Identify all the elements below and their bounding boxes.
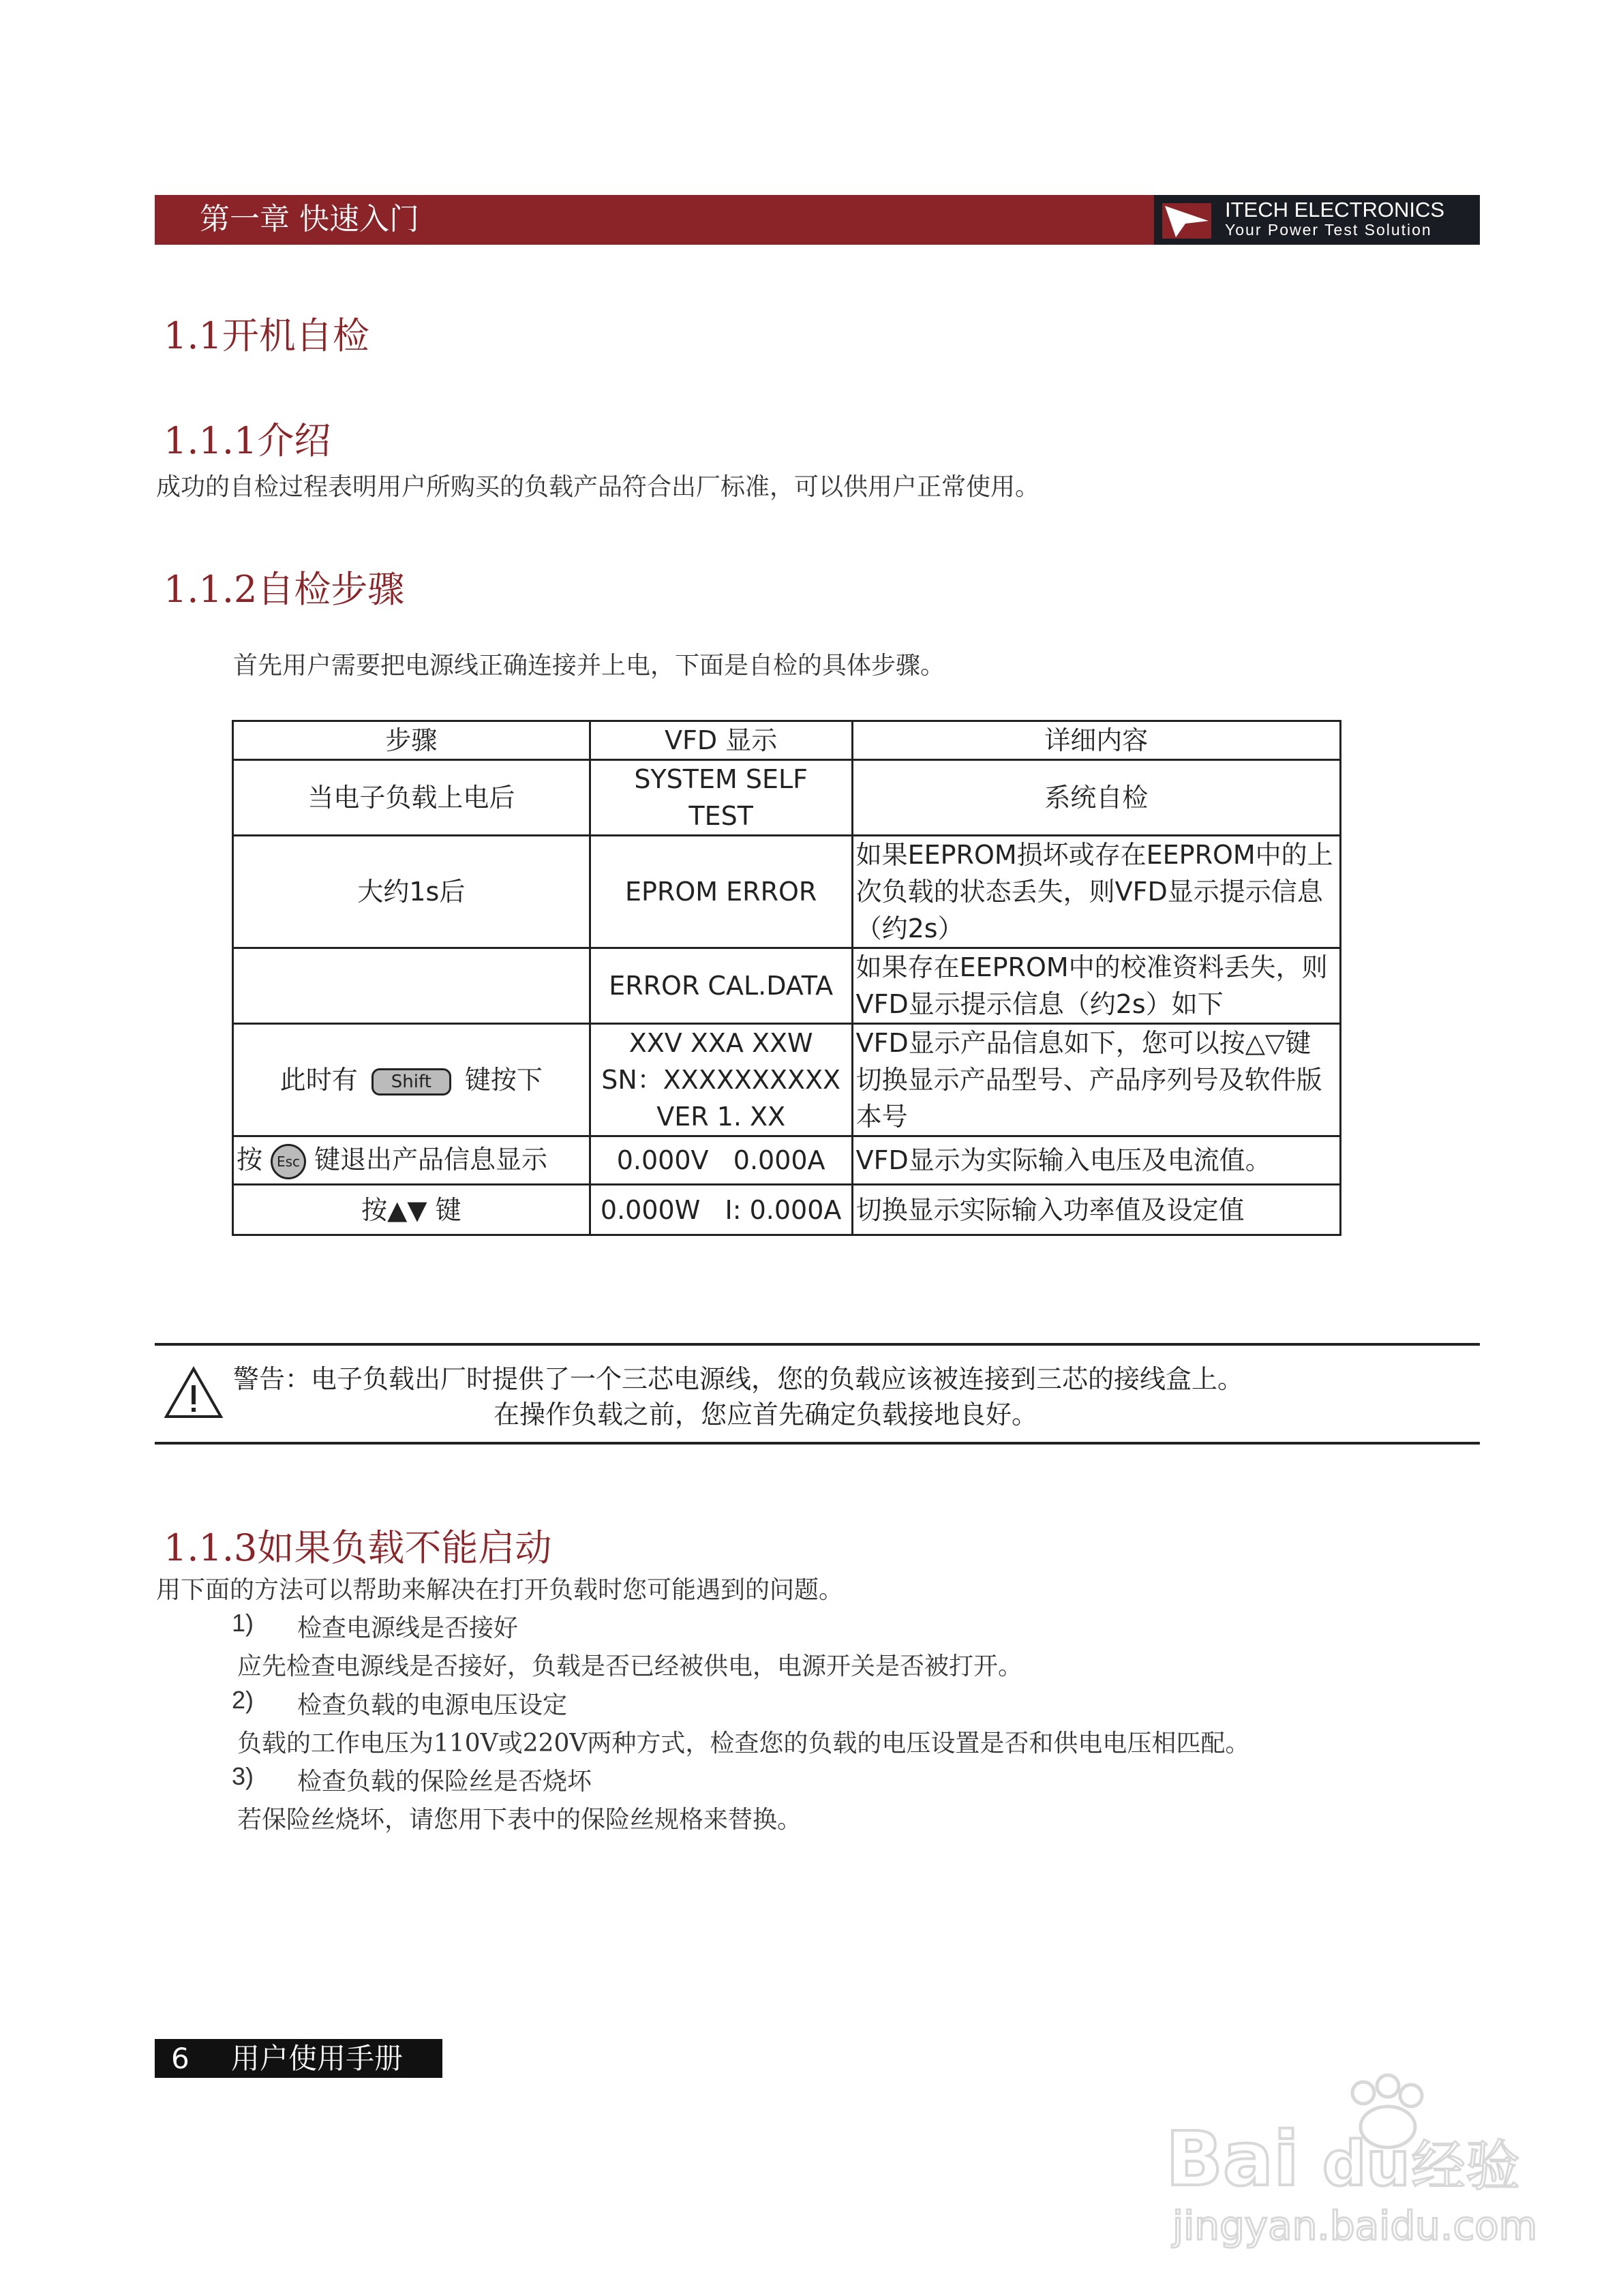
detail-cell: 如果EEPROM损坏或存在EEPROM中的上次负载的状态丢失，则VFD显示提示信息（约2s）	[852, 836, 1340, 948]
warning-line-2: 在操作负载之前，您应首先确定负载接地良好。	[494, 1400, 1038, 1430]
svg-text:Bai: Bai	[1166, 2115, 1299, 2203]
list-number: 1)	[232, 1609, 254, 1637]
header-step: 步骤	[233, 721, 590, 760]
logo-arrow-icon	[1162, 203, 1211, 239]
header-detail: 详细内容	[852, 721, 1340, 760]
vfd-cell	[590, 1024, 852, 1136]
vfd-cell: EPROM ERROR	[590, 836, 852, 948]
table-header-row	[233, 721, 1341, 760]
list-item-body: 负载的工作电压为110V或220V两种方式，检查您的负载的电压设置是否和供电电压相匹配。	[237, 1729, 1250, 1757]
step-cell	[233, 948, 590, 1024]
vfd-line: XXV XXA XXW	[628, 1028, 813, 1058]
heading-1-1: 1.1开机自检	[164, 314, 369, 357]
list-number: 3)	[232, 1762, 254, 1790]
table-row	[233, 948, 1341, 1024]
detail-cell: 切换显示实际输入功率值及设定值	[852, 1185, 1340, 1235]
heading-1-1-1: 1.1.1介绍	[164, 419, 331, 462]
page-number: 6	[171, 2042, 189, 2075]
vfd-cell: 0.000W I: 0.000A	[590, 1185, 852, 1235]
page-footer	[155, 2039, 442, 2078]
list-number: 2)	[232, 1686, 254, 1714]
svg-text:经验: 经验	[1411, 2134, 1520, 2198]
esc-key-icon: Esc	[271, 1144, 306, 1179]
chapter-title: 第一章 快速入门	[200, 202, 419, 237]
shift-key-icon: Shift	[371, 1068, 451, 1096]
detail-cell: 如果存在EEPROM中的校准资料丢失，则VFD显示提示信息（约2s）如下	[852, 948, 1340, 1024]
self-test-table	[232, 720, 1341, 1236]
step-text: 此时有	[279, 1065, 358, 1095]
intro-paragraph: 成功的自检过程表明用户所购买的负载产品符合出厂标准，可以供用户正常使用。	[156, 473, 1040, 501]
step-cell: 大约1s后	[233, 836, 590, 948]
svg-text:jingyan.baidu.com: jingyan.baidu.com	[1172, 2203, 1538, 2249]
list-item-body: 应先检查电源线是否接好，负载是否已经被供电，电源开关是否被打开。	[237, 1652, 1023, 1680]
table-row	[233, 1185, 1341, 1235]
table-row	[233, 1136, 1341, 1185]
step-cell	[233, 1024, 590, 1136]
list-item-title: 检查负载的保险丝是否烧坏	[297, 1768, 592, 1796]
warning-triangle-icon	[164, 1366, 224, 1419]
step-cell: 当电子负载上电后	[233, 760, 590, 836]
warning-text: 电子负载出厂时提供了一个三芯电源线，您的负载应该被连接到三芯的接线盒上。	[311, 1364, 1244, 1394]
vfd-cell	[590, 760, 852, 836]
troubleshoot-paragraph: 用下面的方法可以帮助来解决在打开负载时您可能遇到的问题。	[156, 1576, 844, 1604]
steps-paragraph: 首先用户需要把电源线正确连接并上电，下面是自检的具体步骤。	[233, 652, 945, 680]
warning-top-divider	[155, 1343, 1480, 1346]
vfd-line: TEST	[688, 801, 753, 831]
vfd-cell: ERROR CAL.DATA	[590, 948, 852, 1024]
step-text: 键按下	[464, 1065, 543, 1095]
baidu-watermark-icon	[1159, 2066, 1541, 2256]
warning-line-1	[233, 1358, 1243, 1395]
itech-logo	[1154, 195, 1480, 245]
list-item-body: 若保险丝烧坏，请您用下表中的保险丝规格来替换。	[237, 1806, 802, 1834]
table-row	[233, 1024, 1341, 1136]
manual-title: 用户使用手册	[231, 2042, 404, 2075]
table-row	[233, 760, 1341, 836]
logo-tagline: Your Power Test Solution	[1225, 221, 1432, 239]
list-item-title: 检查负载的电源电压设定	[297, 1691, 568, 1719]
header-vfd: VFD 显示	[590, 721, 852, 760]
heading-1-1-3: 1.1.3如果负载不能启动	[164, 1526, 552, 1569]
step-cell: 按▲▼ 键	[233, 1185, 590, 1235]
heading-1-1-2: 1.1.2自检步骤	[164, 568, 405, 611]
detail-cell: VFD显示产品信息如下，您可以按△▽键切换显示产品型号、产品序列号及软件版本号	[852, 1024, 1340, 1136]
vfd-line: SN：XXXXXXXXXX	[601, 1065, 841, 1095]
list-item-title: 检查电源线是否接好	[297, 1614, 519, 1642]
logo-name: ITECH ELECTRONICS	[1225, 198, 1445, 222]
vfd-line: VER 1. XX	[656, 1102, 786, 1132]
table-row	[233, 836, 1341, 948]
warning-label: 警告：	[233, 1364, 312, 1394]
warning-bottom-divider	[155, 1442, 1480, 1445]
step-text: 按	[237, 1145, 263, 1175]
chapter-header	[155, 195, 1480, 245]
detail-cell: VFD显示为实际输入电压及电流值。	[852, 1136, 1340, 1185]
step-cell	[233, 1136, 590, 1185]
detail-cell: 系统自检	[852, 760, 1340, 836]
svg-text:du: du	[1322, 2128, 1410, 2200]
vfd-line: SYSTEM SELF	[634, 764, 808, 794]
step-text: 键退出产品信息显示	[314, 1145, 548, 1175]
vfd-cell: 0.000V 0.000A	[590, 1136, 852, 1185]
